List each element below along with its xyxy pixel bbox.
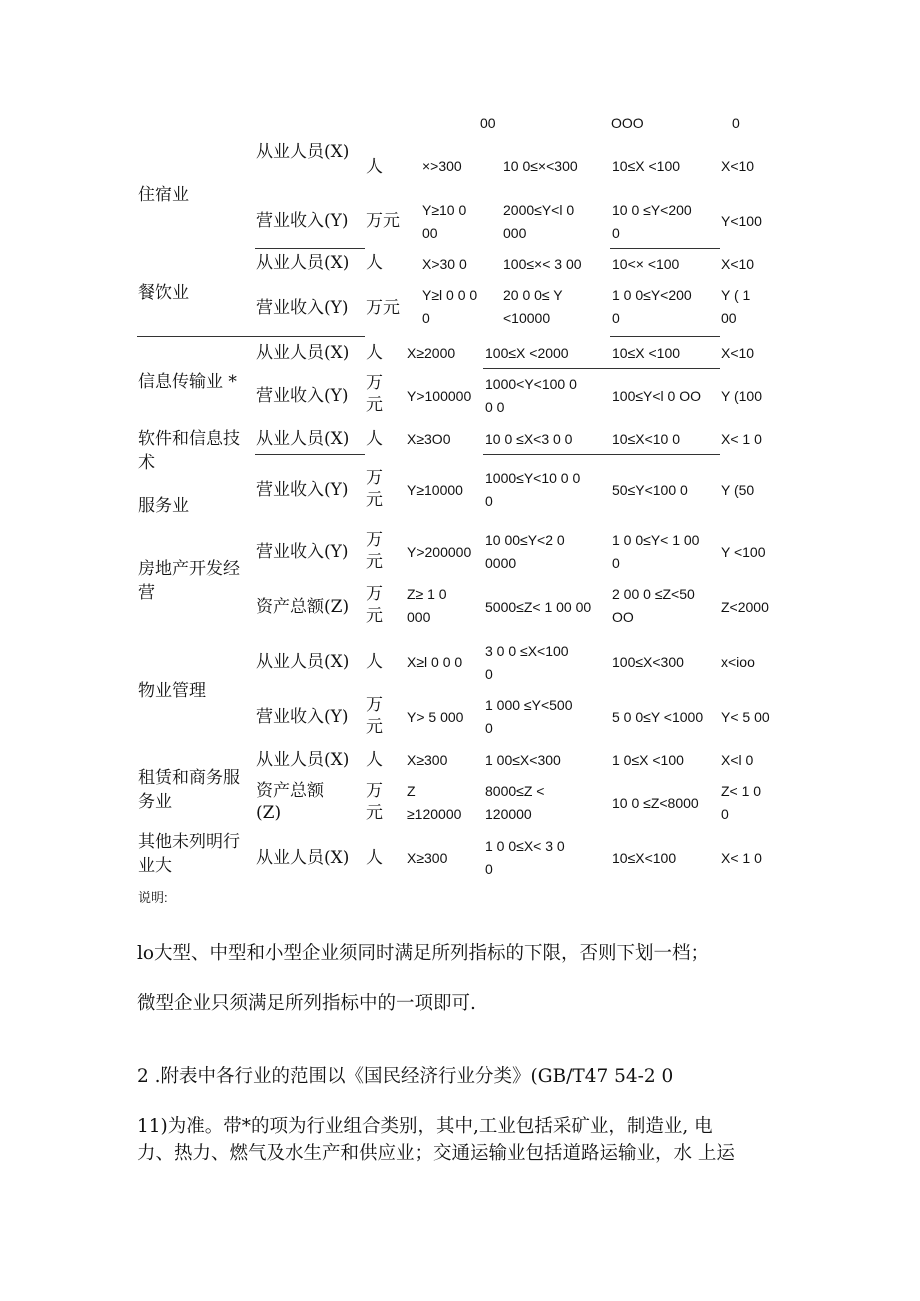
value-medium: 100≤×< 3 00 bbox=[503, 256, 582, 272]
value-small: 50≤Y<100 0 bbox=[612, 482, 688, 498]
value-medium: 1 0 0≤X< 3 0 0 bbox=[485, 838, 565, 877]
value-small: 10 0 ≤Z<8000 bbox=[612, 795, 699, 811]
value-micro: Y (50 bbox=[721, 482, 755, 498]
value-large: X≥300 bbox=[407, 752, 448, 768]
indicator-label: 从业人员(X) bbox=[256, 343, 350, 363]
value-large: Y>200000 bbox=[407, 544, 472, 560]
value-medium: 8000≤Z < 120000 bbox=[485, 783, 545, 822]
value-large: ×>300 bbox=[422, 158, 462, 174]
unit-label: 万 元 bbox=[366, 695, 383, 737]
value-medium: 1 00≤X<300 bbox=[485, 752, 561, 768]
indicator-label: 营业收入(Y) bbox=[256, 480, 349, 500]
unit-label: 万元 bbox=[366, 298, 400, 318]
unit-label: 人 bbox=[366, 253, 383, 273]
value-small: 10≤X<100 bbox=[612, 850, 677, 866]
unit-label: 人 bbox=[366, 157, 383, 177]
top-cell-d: 0 bbox=[732, 115, 740, 131]
value-medium: 10 0 ≤X<3 0 0 bbox=[485, 431, 573, 447]
unit-label: 人 bbox=[366, 652, 383, 672]
value-large: X>30 0 bbox=[422, 256, 467, 272]
category-label: 其他未列明行 业大 bbox=[138, 832, 240, 876]
value-large: Y>100000 bbox=[407, 388, 472, 404]
value-small: 10≤X<10 0 bbox=[612, 431, 681, 447]
value-micro: X<l 0 bbox=[721, 752, 754, 768]
value-small: 100≤X<300 bbox=[612, 654, 684, 670]
category-label: 软件和信息技 术 bbox=[138, 429, 240, 473]
table-rule bbox=[137, 336, 365, 337]
top-cell-b: 00 bbox=[480, 115, 496, 131]
indicator-label: 营业收入(Y) bbox=[256, 542, 349, 562]
indicator-label: 营业收入(Y) bbox=[256, 386, 349, 406]
value-large: X≥3O0 bbox=[407, 431, 451, 447]
value-micro: X<10 bbox=[721, 256, 755, 272]
value-large: X≥2000 bbox=[407, 345, 456, 361]
value-large: X≥300 bbox=[407, 850, 448, 866]
category-label: 房地产开发经 营 bbox=[138, 559, 240, 603]
value-micro: Y<100 bbox=[721, 213, 762, 229]
value-small: 10≤X <100 bbox=[612, 158, 681, 174]
value-small: 10 0 ≤Y<200 0 bbox=[612, 202, 692, 241]
note-paragraph: 力、热力、燃气及水生产和供应业；交通运输业包括道路运输业，水 上运 bbox=[137, 1143, 735, 1164]
value-small: 1 0≤X <100 bbox=[612, 752, 684, 768]
value-micro: X<10 bbox=[721, 345, 755, 361]
category-label: 服务业 bbox=[138, 496, 189, 516]
value-medium: 1000<Y<100 0 0 0 bbox=[485, 376, 577, 415]
indicator-label: 从业人员(X) bbox=[256, 848, 350, 868]
indicator-label: 营业收入(Y) bbox=[256, 707, 349, 727]
value-micro: x<ioo bbox=[721, 654, 755, 670]
value-micro: Y< 5 00 bbox=[721, 709, 770, 725]
value-medium: 10 00≤Y<2 0 0000 bbox=[485, 532, 565, 571]
indicator-label: 从业人员(X) bbox=[256, 253, 350, 273]
value-medium: 5000≤Z< 1 00 00 bbox=[485, 599, 592, 615]
table-rule bbox=[483, 454, 720, 455]
note-label: 说明: bbox=[138, 890, 168, 905]
value-micro: Y ( 1 00 bbox=[721, 287, 751, 326]
table-rule bbox=[483, 368, 720, 369]
note-paragraph: 11)为准。带*的项为行业组合类别，其中,工业包括采矿业，制造业, 电 bbox=[137, 1116, 713, 1137]
table-rule bbox=[255, 454, 365, 455]
value-small: 2 00 0 ≤Z<50 OO bbox=[612, 586, 695, 625]
indicator-label: 营业收入(Y) bbox=[256, 298, 349, 318]
unit-label: 人 bbox=[366, 750, 383, 770]
value-medium: 20 0 0≤ Y <10000 bbox=[503, 287, 563, 326]
value-medium: 3 0 0 ≤X<100 0 bbox=[485, 643, 569, 682]
category-label: 餐饮业 bbox=[138, 283, 189, 303]
value-medium: 1000≤Y<10 0 0 0 bbox=[485, 470, 581, 509]
table-rule bbox=[255, 248, 365, 249]
value-large: Y≥10000 bbox=[407, 482, 463, 498]
indicator-label: 资产总额(Z) bbox=[256, 597, 350, 617]
value-medium: 100≤X <2000 bbox=[485, 345, 569, 361]
table-rule bbox=[610, 336, 720, 337]
value-large: Y≥l 0 0 0 0 bbox=[422, 287, 478, 326]
unit-label: 人 bbox=[366, 848, 383, 868]
note-paragraph: 微型企业只须满足所列指标中的一项即可. bbox=[137, 993, 476, 1014]
value-micro: Z<2000 bbox=[721, 599, 769, 615]
value-large: Y≥10 0 00 bbox=[422, 202, 467, 241]
value-medium: 10 0≤×<300 bbox=[503, 158, 578, 174]
unit-label: 万元 bbox=[366, 211, 400, 231]
unit-label: 万 元 bbox=[366, 373, 383, 415]
indicator-label: 资产总额 (Z) bbox=[256, 781, 324, 823]
value-micro: Y <100 bbox=[721, 544, 766, 560]
value-small: 1 0 0≤Y< 1 00 0 bbox=[612, 532, 700, 571]
value-micro: X< 1 0 bbox=[721, 850, 762, 866]
value-large: Z ≥120000 bbox=[407, 783, 462, 822]
value-large: X≥l 0 0 0 bbox=[407, 654, 463, 670]
table-rule bbox=[610, 248, 720, 249]
unit-label: 万 元 bbox=[366, 530, 383, 572]
note-paragraph: 2 .附表中各行业的范围以《国民经济行业分类》(GB/T47 54-2 0 bbox=[137, 1066, 674, 1087]
value-medium: 1 000 ≤Y<500 0 bbox=[485, 697, 573, 736]
value-medium: 2000≤Y<l 0 000 bbox=[503, 202, 575, 241]
indicator-label: 从业人员(X) bbox=[256, 429, 350, 449]
value-large: Z≥ 1 0 000 bbox=[407, 586, 447, 625]
indicator-label: 从业人员(X) bbox=[256, 142, 350, 162]
unit-label: 万 元 bbox=[366, 468, 383, 510]
value-small: 1 0 0≤Y<200 0 bbox=[612, 287, 692, 326]
value-large: Y> 5 000 bbox=[407, 709, 464, 725]
unit-label: 万 元 bbox=[366, 781, 383, 823]
category-label: 物业管理 bbox=[138, 681, 206, 701]
unit-label: 人 bbox=[366, 343, 383, 363]
value-micro: X< 1 0 bbox=[721, 431, 762, 447]
unit-label: 人 bbox=[366, 429, 383, 449]
value-small: 10≤X <100 bbox=[612, 345, 681, 361]
category-label: 租赁和商务服 务业 bbox=[138, 768, 240, 812]
top-cell-c: OOO bbox=[611, 115, 644, 131]
value-micro: Y (100 bbox=[721, 388, 762, 404]
note-paragraph: lo大型、中型和小型企业须同时满足所列指标的下限，否则下划一档； bbox=[137, 943, 710, 964]
value-micro: Z< 1 0 0 bbox=[721, 783, 762, 822]
value-micro: X<10 bbox=[721, 158, 755, 174]
value-small: 10<× <100 bbox=[612, 256, 680, 272]
value-small: 5 0 0≤Y <1000 bbox=[612, 709, 704, 725]
indicator-label: 营业收入(Y) bbox=[256, 211, 349, 231]
value-small: 100≤Y<l 0 OO bbox=[612, 388, 702, 404]
indicator-label: 从业人员(X) bbox=[256, 750, 350, 770]
indicator-label: 从业人员(X) bbox=[256, 652, 350, 672]
unit-label: 万 元 bbox=[366, 584, 383, 626]
category-label: 住宿业 bbox=[138, 185, 189, 205]
category-label: 信息传输业 * bbox=[138, 372, 237, 392]
